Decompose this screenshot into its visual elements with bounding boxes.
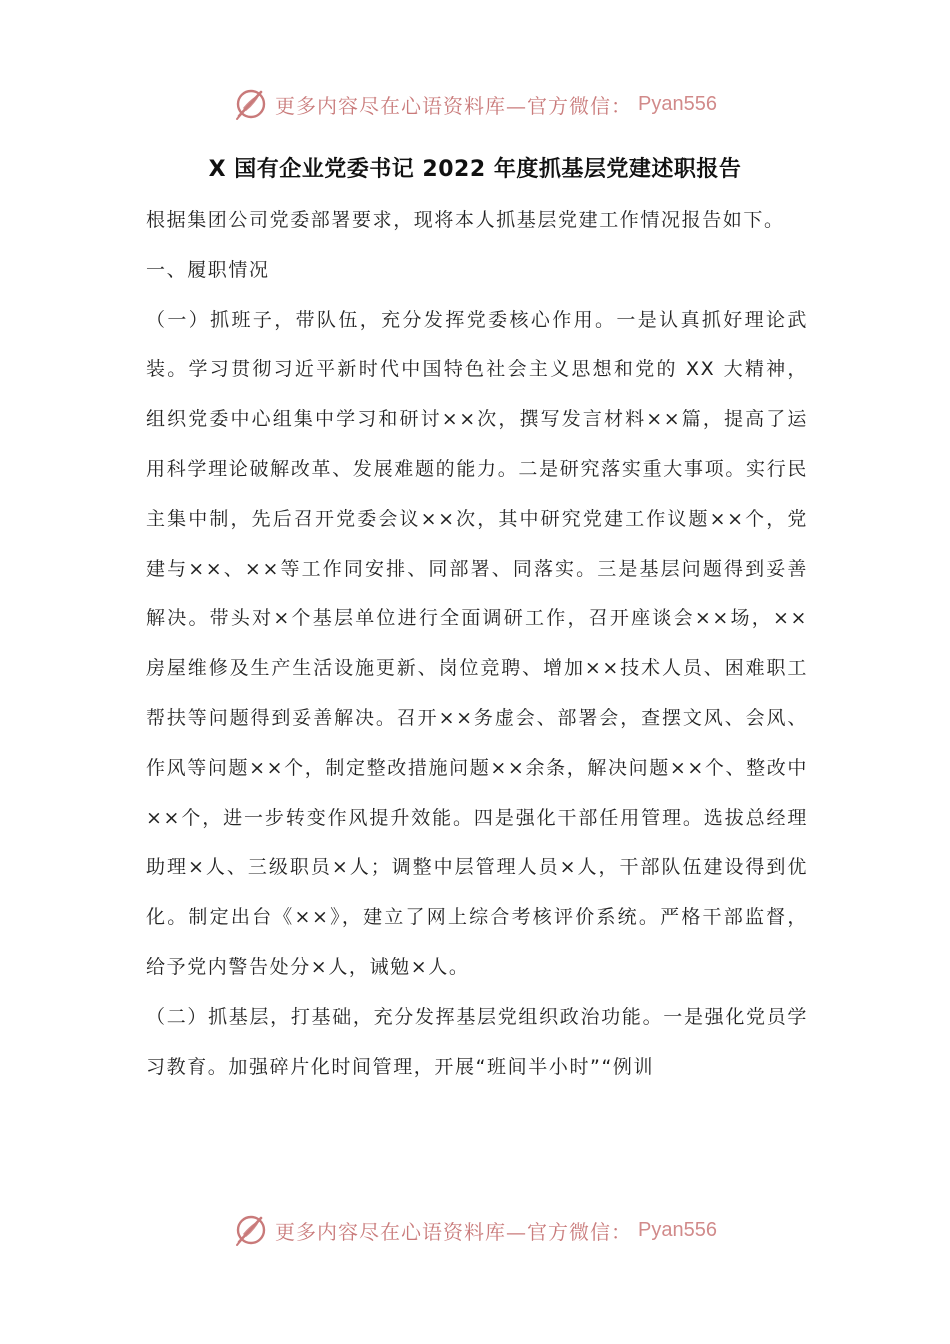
- document-body: [146, 196, 808, 1092]
- watermark-id: Pyan556: [638, 1218, 717, 1241]
- watermark-text: 更多内容尽在心语资料库—官方微信：: [275, 1219, 633, 1244]
- quill-logo-icon: [233, 1212, 269, 1248]
- document-title: X 国有企业党委书记 2022 年度抓基层党建述职报告: [208, 157, 742, 182]
- watermark-footer: [0, 1208, 950, 1252]
- watermark-text: 更多内容尽在心语资料库—官方微信：: [275, 93, 633, 118]
- body-paragraph-2: （二）抓基层，打基础，充分发挥基层党组织政治功能。一是强化党员学习教育。加强碎片化时间管理，开展“班间半小时”“例训: [146, 1005, 808, 1078]
- section-heading: 一、履职情况: [146, 258, 270, 281]
- body-paragraph-intro: 根据集团公司党委部署要求，现将本人抓基层党建工作情况报告如下。: [146, 209, 785, 231]
- watermark-header: [0, 82, 950, 126]
- quill-logo-icon: [233, 86, 269, 122]
- body-paragraph-1: （一）抓班子，带队伍，充分发挥党委核心作用。一是认真抓好理论武装。学习贯彻习近平新时代中国特色社会主义思想和党的 XX 大精神，组织党委中心组集中学习和研讨××次，撰写发言材料××篇，提高了运用科学理论破解改革、发展难题的能力。二是研究落实重大事项。实行民主集中制，先后召开党委会议××次，其中研究党建工作议题××个，党建与××、××等工作同安排、同部署、同落实。三是基层问题得到妥善解决。带头对×个基层单位进行全面调研工作，召开座谈会××场，××房屋维修及生产生活设施更新、岗位竞聘、增加××技术人员、困难职工帮扶等问题得到妥善解决。召开××务虚会、部署会，查摆文风、会风、作风等问题××个，制定整改措施问题××余条，解决问题××个、整改中××个，进一步转变作风提升效能。四是强化干部任用管理。选拔总经理助理×人、三级职员×人；调整中层管理人员×人，干部队伍建设得到优化。制定出台《××》，建立了网上综合考核评价系统。严格干部监督，给予党内警告处分×人，诫勉×人。: [146, 308, 808, 978]
- watermark-id: Pyan556: [638, 92, 717, 115]
